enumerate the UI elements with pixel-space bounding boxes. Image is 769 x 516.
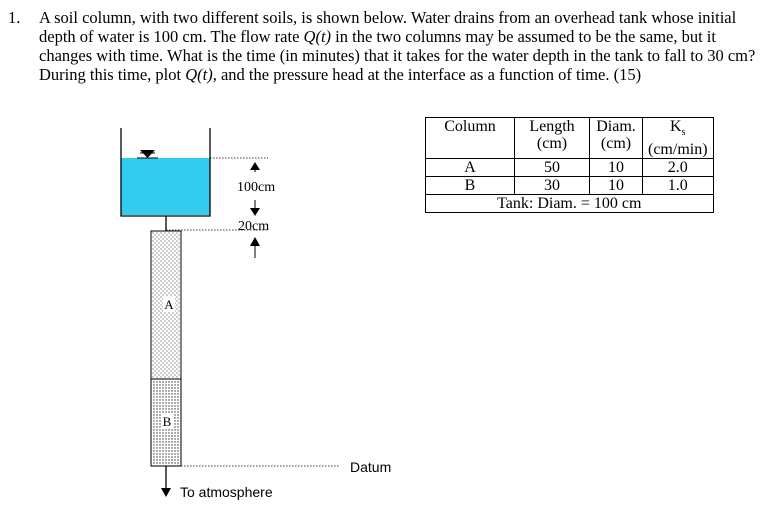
cell-diameter-b: 10 xyxy=(590,177,643,195)
datum-label: Datum xyxy=(350,459,392,475)
cell-ks-b: 1.0 xyxy=(643,177,714,195)
tank-water xyxy=(121,158,210,215)
table-row xyxy=(426,177,714,195)
depth-arrowhead-up-icon xyxy=(250,162,260,170)
depth-arrowhead-down-icon xyxy=(250,208,260,216)
cell-column-b: B xyxy=(426,177,515,195)
tank-depth-label: 100cm xyxy=(237,180,276,195)
tank-diameter-note: Tank: Diam. = 100 cm xyxy=(426,195,714,213)
question-text-part2: in the two columns may be assumed to be the same, but it changes with time. What is the time (in minutes) that it takes for the water depth in the tank to fall to 30 cm? During this time, plot xyxy=(39,27,756,84)
gap-arrowhead-up-icon xyxy=(250,237,260,246)
table-row xyxy=(426,159,714,177)
water-surface-icon xyxy=(137,150,158,158)
flow-rate-symbol-2: Q(t) xyxy=(185,65,213,84)
table-header-row xyxy=(426,118,714,159)
cell-length-a: 50 xyxy=(515,159,590,177)
soil-a-label: A xyxy=(164,297,174,312)
header-column: Column xyxy=(426,118,515,159)
cell-column-a: A xyxy=(426,159,515,177)
question-number: 1. xyxy=(8,8,21,27)
soil-b-label: B xyxy=(162,414,172,429)
question-text-part3: , and the pressure head at the interface as a function of time. (15) xyxy=(212,65,642,84)
outlet-label: To atmosphere xyxy=(180,484,273,500)
outlet-arrow-icon xyxy=(161,488,171,497)
question-text-part1: A soil column, with two different soils, is shown below. Water drains from an overhead tank whose initial depth of water is 100 cm. The flow rate xyxy=(39,8,737,46)
table-note-row xyxy=(426,195,714,213)
flow-rate-symbol: Q(t) xyxy=(303,27,332,46)
header-ks: $K_s$ (cm/min) xyxy=(643,118,714,159)
cell-diameter-a: 10 xyxy=(590,159,643,177)
header-diameter: Diam. (cm) xyxy=(590,118,643,159)
cell-length-b: 30 xyxy=(515,177,590,195)
gap-label: 20cm xyxy=(238,219,270,234)
cell-ks-a: 2.0 xyxy=(643,159,714,177)
soil-properties-table xyxy=(425,117,714,213)
header-length: Length (cm) xyxy=(515,118,590,159)
